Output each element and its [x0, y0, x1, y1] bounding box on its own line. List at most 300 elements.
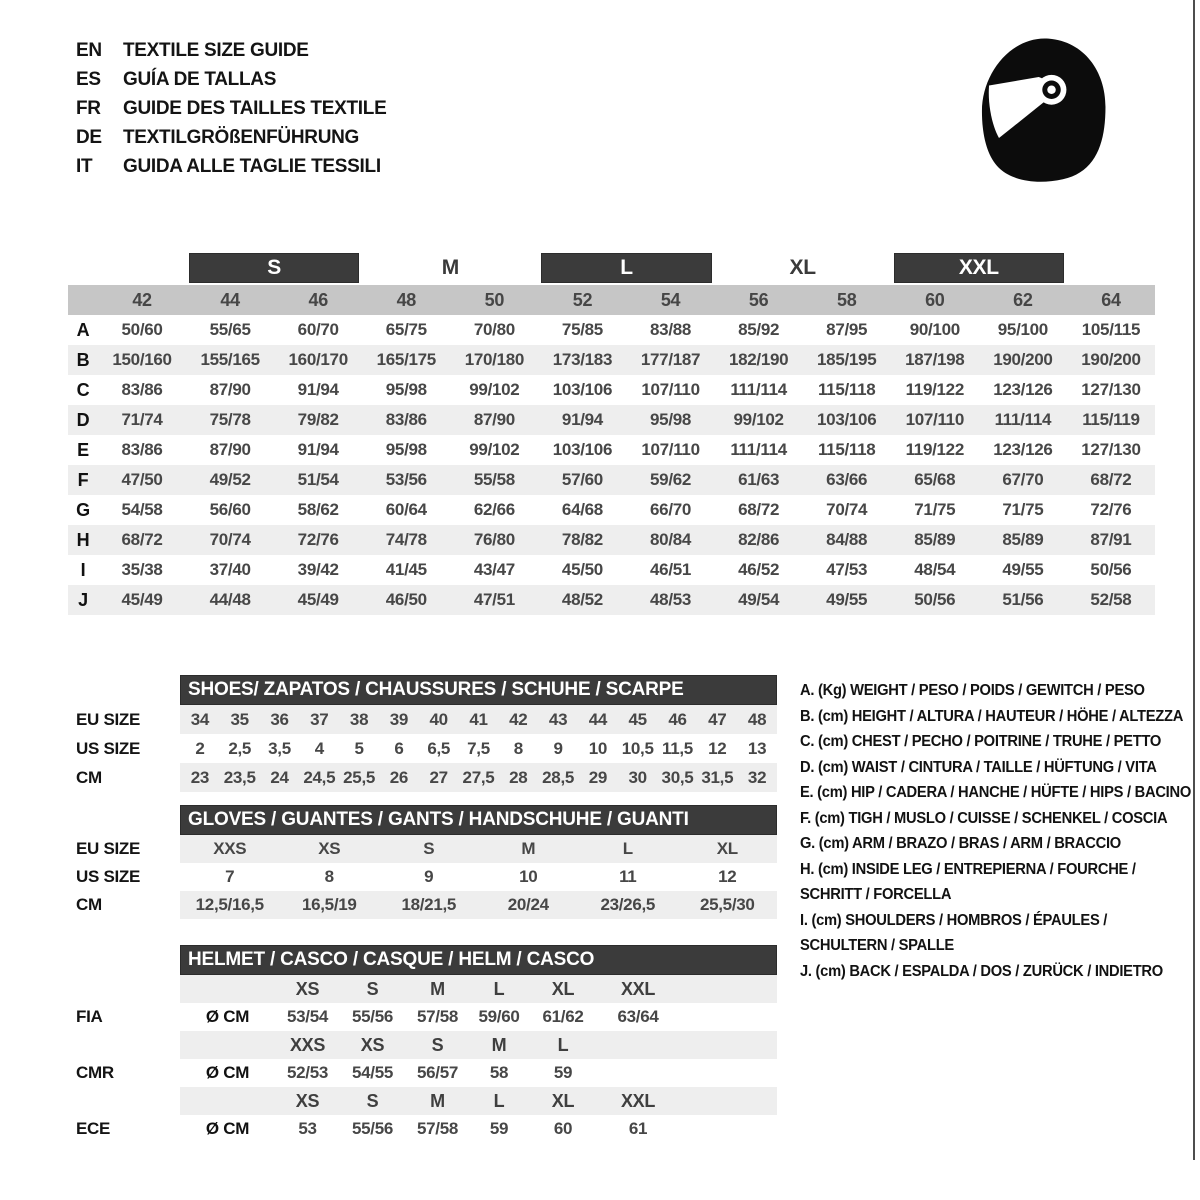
- value-cell: 155/165: [200, 350, 260, 369]
- table-row: [180, 863, 777, 891]
- size-group-m: M: [441, 256, 459, 279]
- value-cell: 55/56: [351, 1007, 394, 1026]
- value-cell: 80/84: [650, 530, 692, 549]
- racing-helmet-icon: [972, 30, 1114, 195]
- value-cell: 27,5: [462, 767, 495, 787]
- value-cell: 63/64: [617, 1007, 659, 1026]
- value-cell: 67/70: [1002, 470, 1044, 489]
- value-cell: 185/195: [817, 350, 877, 369]
- language-code: EN: [76, 40, 102, 61]
- value-cell: 48/54: [914, 560, 956, 579]
- legend-line: G. (cm) ARM / BRAZO / BRAS / ARM / BRACCIO: [800, 835, 1121, 852]
- value-cell: 8: [513, 738, 523, 758]
- value-cell: 44: [588, 709, 608, 729]
- size-cell: XL: [551, 978, 575, 999]
- size-group-header: [68, 253, 1155, 283]
- value-cell: 79/82: [297, 410, 339, 429]
- value-cell: 70/74: [826, 500, 868, 519]
- value-cell: 64/68: [561, 500, 603, 519]
- value-cell: 45/50: [561, 560, 603, 579]
- measurement-row: [68, 585, 1155, 615]
- value-cell: 58: [489, 1063, 509, 1082]
- value-cell: 103/106: [552, 440, 613, 459]
- legend-line: E. (cm) HIP / CADERA / HANCHE / HÜFTE / HIPS / BACINO: [800, 784, 1192, 801]
- value-cell: 2,5: [228, 738, 252, 758]
- size-cell: 48: [396, 289, 416, 310]
- row-label: B: [76, 349, 90, 370]
- value-cell: 107/110: [905, 410, 964, 429]
- value-cell: 56/60: [209, 500, 251, 519]
- value-cell: 70/80: [473, 320, 515, 339]
- language-title: GUÍA DE TALLAS: [123, 69, 277, 90]
- value-cell: 63/66: [826, 470, 868, 489]
- page-edge-line: [1193, 0, 1195, 1160]
- value-cell: 75/78: [209, 410, 251, 429]
- table-body: [180, 945, 777, 1143]
- value-cell: 23: [190, 767, 210, 787]
- row-label: F: [77, 469, 89, 490]
- value-cell: 16,5/19: [301, 895, 357, 914]
- value-cell: 41: [469, 709, 488, 729]
- value-cell: 18/21,5: [401, 895, 457, 914]
- value-cell: 70/74: [209, 530, 251, 549]
- legend-line: I. (cm) SHOULDERS / HOMBROS / ÉPAULES /: [800, 911, 1108, 929]
- measurement-row: [68, 525, 1155, 555]
- value-cell: 111/114: [730, 440, 787, 459]
- value-cell: 39/42: [297, 560, 339, 579]
- size-cell: S: [366, 978, 379, 999]
- value-cell: 50/56: [1090, 560, 1132, 579]
- value-cell: 83/88: [650, 320, 692, 339]
- value-cell: 173/183: [552, 350, 613, 369]
- value-cell: 44/48: [209, 590, 251, 609]
- language-title: TEXTILGRÖßENFÜHRUNG: [123, 127, 360, 148]
- value-cell: 24: [270, 767, 289, 787]
- table-row: [180, 835, 777, 863]
- value-cell: 99/102: [733, 410, 784, 429]
- size-cell: 44: [220, 289, 240, 310]
- value-cell: 45/49: [121, 590, 163, 609]
- size-cell: 54: [660, 289, 681, 310]
- value-cell: 49/54: [738, 590, 780, 609]
- value-cell: 127/130: [1081, 380, 1141, 399]
- value-cell: 87/90: [473, 410, 515, 429]
- value-cell: 68/72: [1090, 470, 1132, 489]
- value-cell: 49/55: [826, 590, 868, 609]
- value-cell: 49/52: [209, 470, 251, 489]
- value-cell: 55/65: [209, 320, 251, 339]
- row-label: G: [76, 499, 90, 520]
- value-cell: 23/26,5: [600, 895, 656, 914]
- diameter-unit-cell: Ø CM: [205, 1119, 250, 1138]
- value-cell: 105/115: [1081, 320, 1141, 339]
- value-cell: 123/126: [993, 380, 1053, 399]
- value-cell: 4: [314, 738, 324, 758]
- value-cell: 10,5: [621, 738, 654, 758]
- size-cell: 50: [484, 289, 505, 310]
- value-cell: 48/52: [561, 590, 603, 609]
- value-cell: 74/78: [385, 530, 427, 549]
- value-cell: 87/95: [826, 320, 868, 339]
- measurement-row: [68, 495, 1155, 525]
- value-cell: 57/60: [561, 470, 603, 489]
- value-cell: 23,5: [223, 767, 256, 787]
- value-cell: 54/58: [121, 500, 163, 519]
- value-cell: 3,5: [268, 738, 291, 758]
- value-cell: 90/100: [909, 320, 960, 339]
- value-cell: 190/200: [1081, 350, 1141, 369]
- value-cell: XL: [716, 839, 738, 858]
- label-spacer: [76, 675, 180, 705]
- value-cell: 48/53: [650, 590, 692, 609]
- table-row: [180, 763, 777, 792]
- helmet-values-row: [180, 1003, 777, 1031]
- language-row: [76, 123, 386, 152]
- table-row: [180, 734, 777, 763]
- size-cell: 42: [132, 289, 152, 310]
- value-cell: 45/49: [297, 590, 339, 609]
- size-cell: XXS: [289, 1034, 326, 1055]
- measurement-row: [68, 555, 1155, 585]
- language-row: [76, 65, 386, 94]
- numeric-size-row: [68, 285, 1155, 315]
- value-cell: 38: [349, 709, 369, 729]
- value-cell: 87/90: [209, 380, 251, 399]
- row-label: H: [76, 529, 90, 550]
- value-cell: 59/60: [478, 1007, 520, 1026]
- language-row: [76, 94, 386, 123]
- language-code: IT: [76, 156, 93, 177]
- diameter-unit-cell: Ø CM: [205, 1063, 250, 1082]
- value-cell: 29: [588, 767, 608, 787]
- row-label: J: [78, 589, 88, 610]
- helmet-sizes-row: [180, 975, 777, 1003]
- value-cell: 59: [489, 1119, 509, 1138]
- value-cell: 28,5: [542, 767, 575, 787]
- value-cell: 53: [298, 1119, 317, 1138]
- value-cell: L: [622, 839, 633, 858]
- value-cell: 6: [394, 738, 404, 758]
- row-label: CM: [76, 895, 102, 914]
- legend-line: A. (Kg) WEIGHT / PESO / POIDS / GEWITCH / PESO: [800, 682, 1145, 699]
- value-cell: 25,5: [343, 767, 376, 787]
- value-cell: 52/53: [286, 1063, 329, 1082]
- value-cell: 61: [628, 1119, 648, 1138]
- language-list: [76, 36, 386, 181]
- value-cell: 165/175: [376, 350, 436, 369]
- value-cell: 53/56: [385, 470, 427, 489]
- value-cell: 71/75: [914, 500, 956, 519]
- value-cell: 58/62: [297, 500, 339, 519]
- size-cell: M: [430, 1090, 445, 1111]
- helmet-sizes-row: [180, 1031, 777, 1059]
- row-label: C: [76, 379, 90, 400]
- size-cell: XXL: [620, 1090, 656, 1111]
- side-labels: [70, 805, 180, 919]
- value-cell: 111/114: [994, 410, 1052, 429]
- value-cell: 9: [424, 867, 434, 886]
- value-cell: 57/58: [416, 1119, 459, 1138]
- value-cell: 83/86: [121, 380, 163, 399]
- value-cell: 55/58: [473, 470, 515, 489]
- value-cell: 7,5: [467, 738, 490, 758]
- value-cell: 32: [747, 767, 767, 787]
- value-cell: 20/24: [507, 895, 549, 914]
- size-cell: M: [430, 978, 445, 999]
- value-cell: 91/94: [297, 380, 339, 399]
- value-cell: 107/110: [641, 380, 700, 399]
- value-cell: 60/70: [297, 320, 339, 339]
- language-code: DE: [76, 127, 102, 148]
- size-cell: S: [431, 1034, 444, 1055]
- textile-size-table: [68, 253, 1155, 615]
- value-cell: 5: [354, 738, 364, 758]
- value-cell: 26: [389, 767, 409, 787]
- value-cell: 46/51: [650, 560, 692, 579]
- language-title: GUIDE DES TAILLES TEXTILE: [123, 98, 387, 119]
- table-body: [180, 805, 777, 919]
- value-cell: 150/160: [112, 350, 172, 369]
- value-cell: 95/98: [650, 410, 692, 429]
- value-cell: 187/198: [905, 350, 965, 369]
- value-cell: 30,5: [661, 767, 694, 787]
- value-cell: 76/80: [473, 530, 515, 549]
- size-cell: M: [491, 1034, 507, 1055]
- language-title: TEXTILE SIZE GUIDE: [123, 40, 309, 61]
- size-cell: L: [493, 978, 505, 999]
- row-label: D: [76, 409, 90, 430]
- size-cell: XS: [295, 1090, 320, 1111]
- row-label: CM: [76, 767, 102, 787]
- value-cell: 47/50: [121, 470, 163, 489]
- value-cell: 12: [708, 738, 727, 758]
- value-cell: 65/75: [385, 320, 427, 339]
- table-title: GLOVES / GUANTES / GANTS / HANDSCHUHE / GUANTI: [180, 805, 777, 835]
- value-cell: 83/86: [121, 440, 163, 459]
- value-cell: 11: [619, 867, 637, 886]
- table-row: [180, 705, 777, 734]
- value-cell: 43: [548, 709, 568, 729]
- value-cell: 91/94: [297, 440, 339, 459]
- label-spacer: [76, 1031, 180, 1059]
- value-cell: 78/82: [561, 530, 603, 549]
- value-cell: 68/72: [738, 500, 780, 519]
- shoes-size-table: [70, 675, 777, 792]
- value-cell: 42: [509, 709, 528, 729]
- value-cell: S: [423, 839, 435, 858]
- table-title: HELMET / CASCO / CASQUE / HELM / CASCO: [180, 945, 777, 975]
- helmet-values-row: [180, 1115, 777, 1143]
- value-cell: 61/62: [542, 1007, 584, 1026]
- language-code: FR: [76, 98, 101, 119]
- legend-line: C. (cm) CHEST / PECHO / POITRINE / TRUHE / PETTO: [800, 733, 1162, 750]
- value-cell: 49/55: [1002, 560, 1044, 579]
- value-cell: 85/92: [738, 320, 780, 339]
- value-cell: 2: [195, 738, 205, 758]
- size-cell: S: [366, 1090, 379, 1111]
- row-label: A: [76, 319, 90, 340]
- value-cell: 61/63: [738, 470, 780, 489]
- size-group-xl: XL: [789, 256, 816, 279]
- helmet-size-table: [70, 945, 777, 1143]
- value-cell: 65/68: [914, 470, 956, 489]
- value-cell: 60: [553, 1119, 573, 1138]
- measurement-row: [68, 405, 1155, 435]
- value-cell: 28: [509, 767, 528, 787]
- value-cell: 103/106: [552, 380, 613, 399]
- value-cell: 59/62: [650, 470, 692, 489]
- language-title: GUIDA ALLE TAGLIE TESSILI: [123, 156, 381, 177]
- value-cell: 170/180: [464, 350, 525, 369]
- row-label: FIA: [76, 1007, 103, 1026]
- legend-line: SCHULTERN / SPALLE: [800, 937, 954, 954]
- value-cell: 54/55: [351, 1063, 394, 1082]
- value-cell: 12: [718, 867, 737, 886]
- language-row: [76, 36, 386, 65]
- value-cell: 127/130: [1081, 440, 1141, 459]
- value-cell: 84/88: [826, 530, 868, 549]
- value-cell: 68/72: [121, 530, 163, 549]
- value-cell: 45: [628, 709, 647, 729]
- size-cell: 64: [1101, 289, 1121, 310]
- value-cell: 53/54: [286, 1007, 329, 1026]
- size-cell: XL: [551, 1090, 575, 1111]
- label-spacer: [76, 975, 180, 1003]
- value-cell: 87/90: [209, 440, 251, 459]
- value-cell: 30: [628, 767, 647, 787]
- value-cell: 83/86: [385, 410, 427, 429]
- value-cell: 85/89: [1002, 530, 1044, 549]
- value-cell: 10: [519, 867, 538, 886]
- value-cell: 27: [429, 767, 448, 787]
- value-cell: 51/56: [1002, 590, 1044, 609]
- size-cell: XS: [360, 1034, 385, 1055]
- value-cell: 31,5: [701, 767, 734, 787]
- value-cell: 48: [747, 709, 767, 729]
- value-cell: 82/86: [738, 530, 780, 549]
- legend-line: SCHRITT / FORCELLA: [800, 886, 952, 903]
- value-cell: 6,5: [427, 738, 451, 758]
- size-group-l: L: [541, 253, 711, 283]
- measurement-legend: [800, 678, 1196, 984]
- value-cell: 50/56: [914, 590, 956, 609]
- size-cell: L: [557, 1034, 569, 1055]
- value-cell: 75/85: [561, 320, 603, 339]
- table-body: [180, 675, 777, 792]
- value-cell: 177/187: [640, 350, 701, 369]
- row-label: US SIZE: [76, 867, 141, 886]
- size-cell: L: [493, 1090, 505, 1111]
- value-cell: 72/76: [297, 530, 339, 549]
- value-cell: XS: [318, 839, 341, 858]
- measurement-row: [68, 435, 1155, 465]
- value-cell: 190/200: [993, 350, 1053, 369]
- size-cell: 58: [836, 289, 857, 310]
- value-cell: 99/102: [469, 380, 520, 399]
- value-cell: 50/60: [121, 320, 163, 339]
- legend-line: D. (cm) WAIST / CINTURA / TAILLE / HÜFTUNG / VITA: [800, 758, 1157, 776]
- value-cell: 46/52: [738, 560, 780, 579]
- value-cell: 95/98: [385, 440, 427, 459]
- value-cell: 115/118: [817, 440, 876, 459]
- measurement-row: [68, 315, 1155, 345]
- row-label: EU SIZE: [76, 709, 141, 729]
- value-cell: 55/56: [351, 1119, 394, 1138]
- value-cell: 47: [708, 709, 727, 729]
- value-cell: 37: [310, 709, 329, 729]
- value-cell: 35/38: [121, 560, 163, 579]
- label-spacer: [76, 805, 180, 835]
- size-group-xxl: XXL: [894, 253, 1064, 283]
- value-cell: 35: [230, 709, 249, 729]
- value-cell: 182/190: [728, 350, 789, 369]
- header-spacer: [68, 253, 186, 283]
- size-cell: 60: [925, 289, 945, 310]
- language-code: ES: [76, 69, 101, 90]
- value-cell: 39: [389, 709, 409, 729]
- value-cell: 52/58: [1090, 590, 1132, 609]
- value-cell: XXS: [213, 839, 247, 858]
- value-cell: 36: [270, 709, 289, 729]
- value-cell: 56/57: [416, 1063, 459, 1082]
- value-cell: 59: [553, 1063, 573, 1082]
- size-cell: XS: [295, 978, 320, 999]
- row-label: E: [77, 439, 89, 460]
- value-cell: 34: [190, 709, 210, 729]
- value-cell: 11,5: [662, 738, 693, 758]
- value-cell: 111/114: [730, 380, 787, 399]
- side-labels: [70, 945, 180, 1143]
- size-cell: 56: [748, 289, 769, 310]
- value-cell: 60/64: [385, 500, 427, 519]
- size-cell: 62: [1013, 289, 1033, 310]
- value-cell: 9: [553, 738, 563, 758]
- value-cell: 25,5/30: [699, 895, 755, 914]
- size-group-s: S: [189, 253, 359, 283]
- value-cell: 47/51: [473, 590, 515, 609]
- legend-line: F. (cm) TIGH / MUSLO / CUISSE / SCHENKEL / COSCIA: [800, 809, 1168, 827]
- value-cell: 115/118: [817, 380, 876, 399]
- value-cell: 107/110: [641, 440, 700, 459]
- value-cell: 10: [588, 738, 608, 758]
- row-label: US SIZE: [76, 738, 141, 758]
- row-label: I: [80, 559, 86, 580]
- value-cell: 40: [429, 709, 448, 729]
- value-cell: 71/74: [121, 410, 163, 429]
- diameter-unit-cell: Ø CM: [205, 1007, 250, 1026]
- value-cell: 119/122: [905, 440, 964, 459]
- row-label: ECE: [76, 1119, 111, 1138]
- row-label: EU SIZE: [76, 839, 141, 858]
- value-cell: 85/89: [914, 530, 956, 549]
- helmet-sizes-row: [180, 1087, 777, 1115]
- value-cell: 8: [324, 867, 334, 886]
- label-spacer: [76, 1087, 180, 1115]
- value-cell: 99/102: [469, 440, 520, 459]
- value-cell: 46: [668, 709, 687, 729]
- value-cell: 95/100: [997, 320, 1048, 339]
- value-cell: 43/47: [473, 560, 515, 579]
- value-cell: 7: [225, 867, 235, 886]
- value-cell: 103/106: [817, 410, 877, 429]
- value-cell: 12,5/16,5: [195, 895, 264, 914]
- value-cell: 57/58: [416, 1007, 459, 1026]
- value-cell: 160/170: [288, 350, 348, 369]
- helmet-values-row: [180, 1059, 777, 1087]
- language-row: [76, 152, 386, 181]
- value-cell: 37/40: [209, 560, 251, 579]
- label-spacer: [76, 945, 180, 975]
